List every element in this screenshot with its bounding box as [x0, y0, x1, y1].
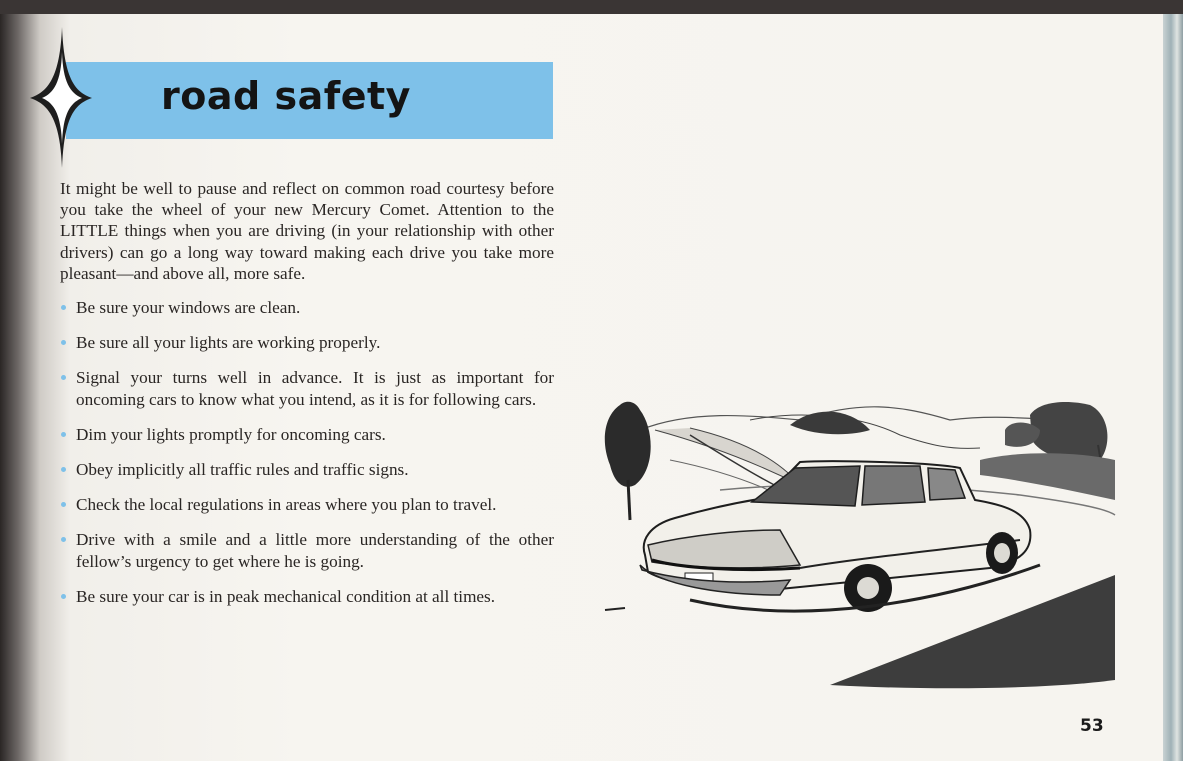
page-title: road safety [161, 74, 411, 118]
page-stack-edge [1163, 14, 1183, 761]
list-item: Check the local regulations in areas where you plan to travel. [60, 494, 554, 515]
page-number: 53 [1080, 716, 1104, 736]
list-item: Be sure all your lights are working properly. [60, 332, 554, 353]
list-item: Drive with a smile and a little more understanding of the other fellow’s urgency to get where he is going. [60, 529, 554, 571]
star-ornament-icon [24, 22, 94, 172]
car-road-illustration [600, 390, 1120, 700]
list-item: Be sure your windows are clean. [60, 297, 554, 318]
list-item: Signal your turns well in advance. It is just as important for oncoming cars to know what you intend, as it is for following cars. [60, 367, 554, 409]
intro-paragraph: It might be well to pause and reflect on common road courtesy before you take the wheel of your new Mercury Comet. Attention to the LITTLE things when you are driving (in your relationship with other drivers) can go a long way toward making each drive you take more pleasant—and above all, more safe. [60, 179, 554, 283]
safety-tips-list [60, 297, 554, 607]
list-item: Be sure your car is in peak mechanical condition at all times. [60, 586, 554, 607]
list-item: Dim your lights promptly for oncoming cars. [60, 424, 554, 445]
body-text [60, 178, 554, 621]
list-item: Obey implicitly all traffic rules and traffic signs. [60, 459, 554, 480]
